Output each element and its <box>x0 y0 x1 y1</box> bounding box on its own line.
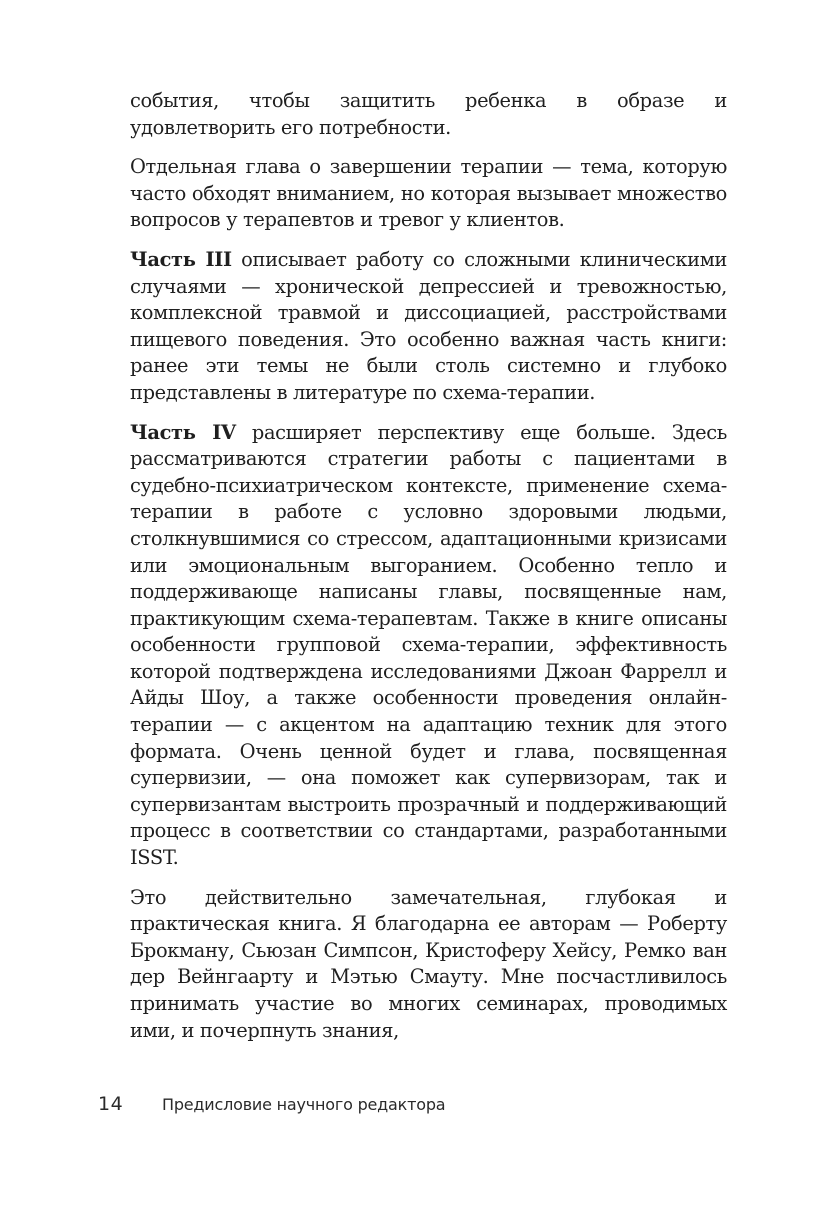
page-footer <box>98 1093 445 1115</box>
body-text <box>130 88 727 1057</box>
paragraph-3 <box>130 247 727 407</box>
paragraph-3-lead: Часть III <box>130 247 232 271</box>
page-number: 14 <box>98 1093 124 1115</box>
paragraph-5-text: Это действительно замечательная, глубокая и практическая книга. Я благодарна ее авторам — Роберту Брокману, Сьюзан Симпсон, Кристоферу Хейсу, Ремко ван дер Вейнгаарту и Мэтью Смауту. Мне посчастливилось принимать участие во многих семинарах, проводимых ими, и почерпнуть знания, <box>130 885 727 1042</box>
paragraph-1 <box>130 88 727 141</box>
paragraph-2-text: Отдельная глава о завершении терапии — тема, которую часто обходят вниманием, но которая вызывает множество вопросов у терапевтов и тревог у клиентов. <box>130 155 727 232</box>
paragraph-2 <box>130 154 727 234</box>
paragraph-3-text: описывает работу со сложными клиническими случаями — хронической депрессией и тревожностью, комплексной травмой и диссоциацией, расстройствами пищевого поведения. Это особенно важная часть книги: ранее эти темы не были столь системно и глубоко представлены в литературе по схема-терапии. <box>130 247 727 404</box>
paragraph-4-lead: Часть IV <box>130 420 236 444</box>
paragraph-1-text: события, чтобы защитить ребенка в образе и удовлетворить его потребности. <box>130 89 727 139</box>
paragraph-4-text: расширяет перспективу еще больше. Здесь рассматриваются стратегии работы с пациентами в судебно-психиатрическом контексте, применение схема-терапии в работе с условно здоровыми людьми, столкнувшимися со стрессом, адаптационными кризисами или эмоциональным выгоранием. Особенно тепло и поддерживающе написаны главы, посвященные нам, практикующим схема-терапевтам. Также в книге описаны особенности групповой схема-терапии, эффективность которой подтверждена исследованиями Джоан Фаррелл и Айды Шоу, а также особенности проведения онлайн-терапии — с акцентом на адаптацию техник для этого формата. Очень ценной будет и глава, посвященная супервизии, — она поможет как супервизорам, так и супервизантам выстроить прозрачный и поддерживающий процесс в соответствии со стандартами, разработанными ISST. <box>130 420 727 870</box>
paragraph-4 <box>130 420 727 872</box>
paragraph-5 <box>130 885 727 1045</box>
running-head: Предисловие научного редактора <box>162 1095 446 1114</box>
